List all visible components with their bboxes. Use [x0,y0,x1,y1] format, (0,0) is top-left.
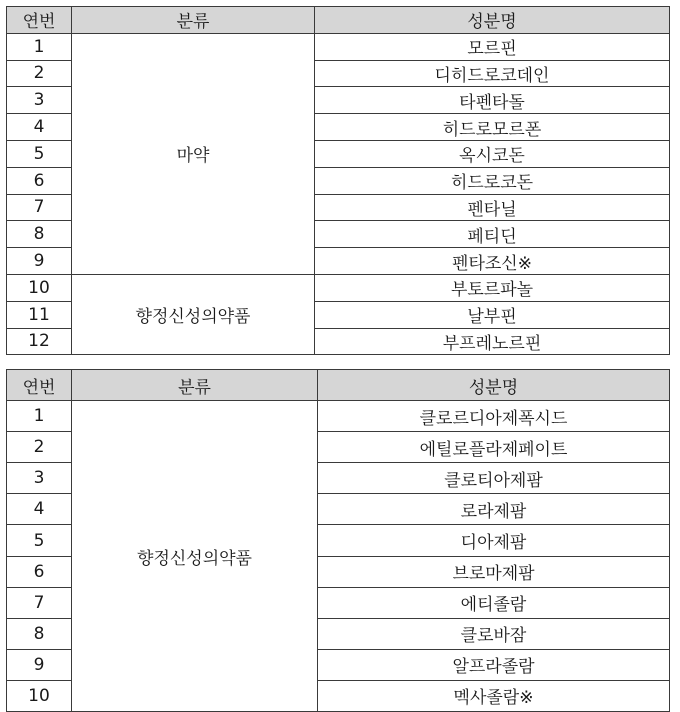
row-number: 8 [7,221,72,248]
row-number: 7 [7,194,72,221]
ingredient-name: 클로바잠 [318,618,670,649]
row-number: 11 [7,301,72,328]
ingredient-name: 날부핀 [315,301,670,328]
row-number: 6 [7,556,72,587]
ingredient-name: 모르핀 [315,33,670,60]
ingredient-name: 히드로코돈 [315,167,670,194]
row-number: 9 [7,649,72,680]
table-row [7,274,670,301]
row-number: 1 [7,33,72,60]
table-header-row [7,370,670,401]
row-number: 5 [7,140,72,167]
ingredient-name: 페티딘 [315,221,670,248]
ingredient-name: 멕사졸람※ [318,680,670,711]
ingredient-name: 펜타닐 [315,194,670,221]
header-category: 분류 [72,370,318,401]
ingredient-name: 부토르파놀 [315,274,670,301]
ingredient-name: 알프라졸람 [318,649,670,680]
ingredient-name: 로라제팜 [318,494,670,525]
header-no: 연번 [7,7,72,34]
category-psychotropic: 향정신성의약품 [72,401,318,712]
row-number: 1 [7,401,72,432]
row-number: 2 [7,60,72,87]
narcotics-table [6,6,670,355]
table-header-row [7,7,670,34]
ingredient-name: 브로마제팜 [318,556,670,587]
ingredient-name: 에티졸람 [318,587,670,618]
row-number: 6 [7,167,72,194]
row-number: 4 [7,494,72,525]
row-number: 3 [7,463,72,494]
ingredient-name: 부프레노르핀 [315,328,670,355]
ingredient-name: 펜타조신※ [315,248,670,275]
row-number: 7 [7,587,72,618]
row-number: 2 [7,432,72,463]
category-psychotropic: 향정신성의약품 [72,274,315,354]
header-category: 분류 [72,7,315,34]
row-number: 10 [7,680,72,711]
row-number: 8 [7,618,72,649]
category-narcotic: 마약 [72,33,315,274]
ingredient-name: 디히드로코데인 [315,60,670,87]
ingredient-name: 히드로모르폰 [315,114,670,141]
psychotropics-table [6,369,670,712]
table-row [7,33,670,60]
header-ingredient: 성분명 [318,370,670,401]
ingredient-name: 타펜타돌 [315,87,670,114]
row-number: 10 [7,274,72,301]
ingredient-name: 옥시코돈 [315,140,670,167]
row-number: 12 [7,328,72,355]
table-row [7,401,670,432]
ingredient-name: 클로티아제팜 [318,463,670,494]
row-number: 4 [7,114,72,141]
row-number: 5 [7,525,72,556]
row-number: 3 [7,87,72,114]
ingredient-name: 클로르디아제폭시드 [318,401,670,432]
header-no: 연번 [7,370,72,401]
header-ingredient: 성분명 [315,7,670,34]
ingredient-name: 디아제팜 [318,525,670,556]
ingredient-name: 에틸로플라제페이트 [318,432,670,463]
row-number: 9 [7,248,72,275]
